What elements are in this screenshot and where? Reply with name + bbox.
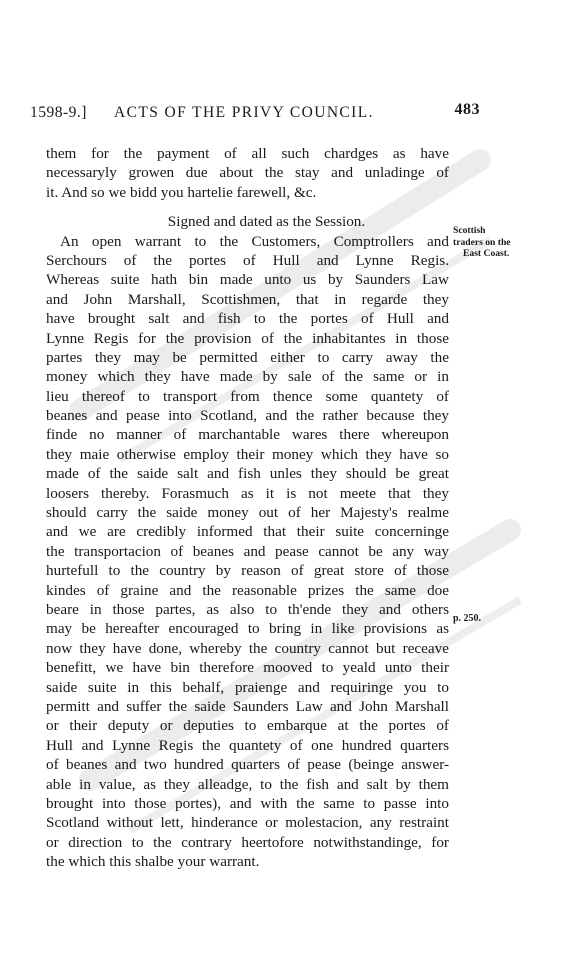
paragraph-2 [46, 232, 449, 872]
header-title: ACTS OF THE PRIVY COUNCIL. [114, 104, 374, 121]
text-line: them for the payment of all such chardges as have [46, 145, 449, 162]
text-line: partes they may be permitted either to carry away the [46, 348, 449, 366]
text-line: have brought salt and fish to the portes of Hull and [46, 310, 449, 328]
text-line: made of the saide salt and fish unles they should be great [46, 465, 449, 483]
text-line: Lynne Regis for the provision of the inhabitantes in those [46, 329, 449, 347]
text-line: kindes of graine and the reasonable prizes the same doe [46, 581, 449, 599]
text-line: finde no manner of marchantable wares there whereupon [46, 426, 449, 444]
text-line: the transportacion of beanes and pease cannot be any way [46, 542, 449, 560]
text-line: Whereas suite hath bin made unto us by Saunders Law [46, 271, 449, 289]
text-line: may be hereafter encouraged to bring in like provisions as [46, 620, 449, 638]
text-line: loosers thereby. Forasmuch as it is not meete that they [46, 484, 449, 502]
signed-note: Signed and dated as the Session. [167, 213, 366, 231]
paragraph-1 [46, 144, 449, 202]
text-line: An open warrant to the Customers, Comptrollers and [60, 232, 449, 250]
margin-note-line: traders on the [453, 236, 511, 248]
text-line: and we are credibly informed that their suite concerninge [46, 523, 449, 541]
text-line: hurtefull to the country by reason of great store of those [46, 562, 449, 580]
text-line: saide suite in this behalf, praienge and requiringe you to [46, 678, 449, 696]
page-reference: p. 250. [453, 613, 482, 624]
body-text [46, 144, 449, 871]
header-date: 1598-9.] [30, 104, 87, 121]
text-line: it. And so we bidd you hartelie farewell, &c. [46, 183, 317, 201]
text-line: or their deputy or deputies to embarque at the portes of [46, 717, 449, 735]
header-page-number: 483 [454, 101, 480, 118]
text-line: beanes and pease into Scotland, and the rather because they [46, 407, 449, 425]
text-line: Hull and Lynne Regis the quantety of one hundred quarters [46, 736, 449, 754]
text-line: permitt and suffer the saide Saunders Law and John Marshall [46, 697, 449, 715]
running-header [30, 101, 480, 130]
text-line: Scotland without lett, hinderance or molestacion, any restraint [46, 814, 449, 832]
text-line: benefitt, we have bin therefore mooved to yeald unto their [46, 659, 449, 677]
text-line: lieu thereof to transport from thence some quantety of [46, 387, 449, 405]
text-line: the which this shalbe your warrant. [46, 853, 260, 871]
text-line: money which they have made by sale of the same or in [46, 368, 449, 386]
margin-note-line: East Coast. [463, 248, 510, 259]
text-line: of beanes and two hundred quarters of pease (beinge answer- [46, 756, 449, 774]
text-line: or direction to the contrary heertofore notwithstandinge, for [46, 833, 449, 851]
text-line: necessaryly growen due about the stay and unladinge of [46, 164, 449, 182]
margin-note-line: Scottish [453, 225, 486, 236]
text-line: now they have done, whereby the country cannot but receave [46, 639, 449, 657]
text-line: Serchours of the portes of Hull and Lynne Regis. [46, 251, 449, 269]
margin-note [453, 225, 563, 260]
text-line: and John Marshall, Scottishmen, that in regarde they [46, 290, 449, 308]
text-line: they maie otherwise employ their money which they have so [46, 445, 449, 463]
text-line: should carry the saide money out of her Majesty's realme [46, 504, 449, 522]
text-line: brought into those portes), and with the same to passe into [46, 794, 449, 812]
text-line: able in value, as they alleadge, to the fish and salt by them [46, 775, 449, 793]
text-line: beare in those partes, as also to th'ende they and others [46, 600, 449, 618]
